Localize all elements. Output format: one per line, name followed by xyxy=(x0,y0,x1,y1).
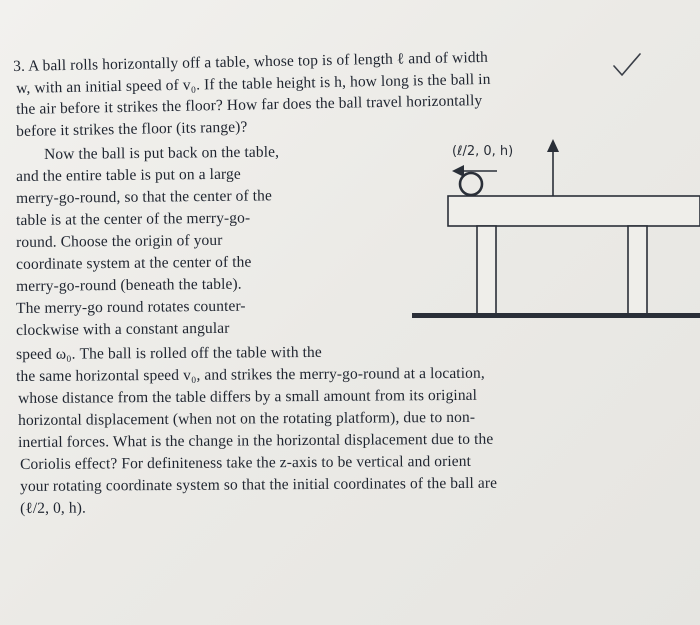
problem-line-20: your rotating coordinate system so that the initial coordinates of the ball are xyxy=(20,474,498,495)
problem-line-8: table is at the center of the merry-go- xyxy=(16,209,251,229)
problem-line-14: speed ω₀. The ball is rolled off the table with the xyxy=(16,343,322,363)
velocity-arrow xyxy=(452,165,497,177)
problem-line-2: w, with an initial speed of v₀. If the table height is h, how long is the ball in xyxy=(16,70,491,97)
problem-line-4: before it strikes the floor (its range)? xyxy=(16,118,248,140)
problem-line-3: the air before it strikes the floor? How far does the ball travel horizontally xyxy=(16,92,483,118)
table-leg-right xyxy=(628,226,647,314)
z-axis-arrow xyxy=(547,139,559,197)
problem-line-12: The merry-go round rotates counter- xyxy=(16,297,246,317)
problem-line-19: Coriolis effect? For definiteness take the z-axis to be vertical and orient xyxy=(20,452,472,473)
problem-line-21: (ℓ/2, 0, h). xyxy=(20,499,87,517)
table-top xyxy=(448,196,700,226)
problem-line-18: inertial forces. What is the change in the horizontal displacement due to the xyxy=(18,430,494,451)
problem-line-13: clockwise with a constant angular xyxy=(16,319,230,339)
problem-line-5: Now the ball is put back on the table, xyxy=(44,143,280,163)
problem-line-10: coordinate system at the center of the xyxy=(16,253,252,273)
problem-line-7: merry-go-round, so that the center of the xyxy=(16,187,273,207)
ball-icon xyxy=(460,173,482,195)
figure-coordinate-label: (ℓ/2, 0, h) xyxy=(452,144,514,159)
problem-line-6: and the entire table is put on a large xyxy=(16,165,241,185)
table-leg-left xyxy=(477,226,496,314)
problem-line-11: merry-go-round (beneath the table). xyxy=(16,275,242,295)
problem-line-16: whose distance from the table differs by a small amount from its original xyxy=(18,386,478,407)
merry-go-round-platform xyxy=(412,313,700,318)
problem-line-9: round. Choose the origin of your xyxy=(16,231,223,251)
problem-line-17: horizontal displacement (when not on the rotating platform), due to non- xyxy=(18,408,476,429)
problem-line-1: 3. A ball rolls horizontally off a table, whose top is of length ℓ and of width xyxy=(13,48,489,75)
problem-line-15: the same horizontal speed v₀, and strikes the merry-go-round at a location, xyxy=(16,364,485,385)
